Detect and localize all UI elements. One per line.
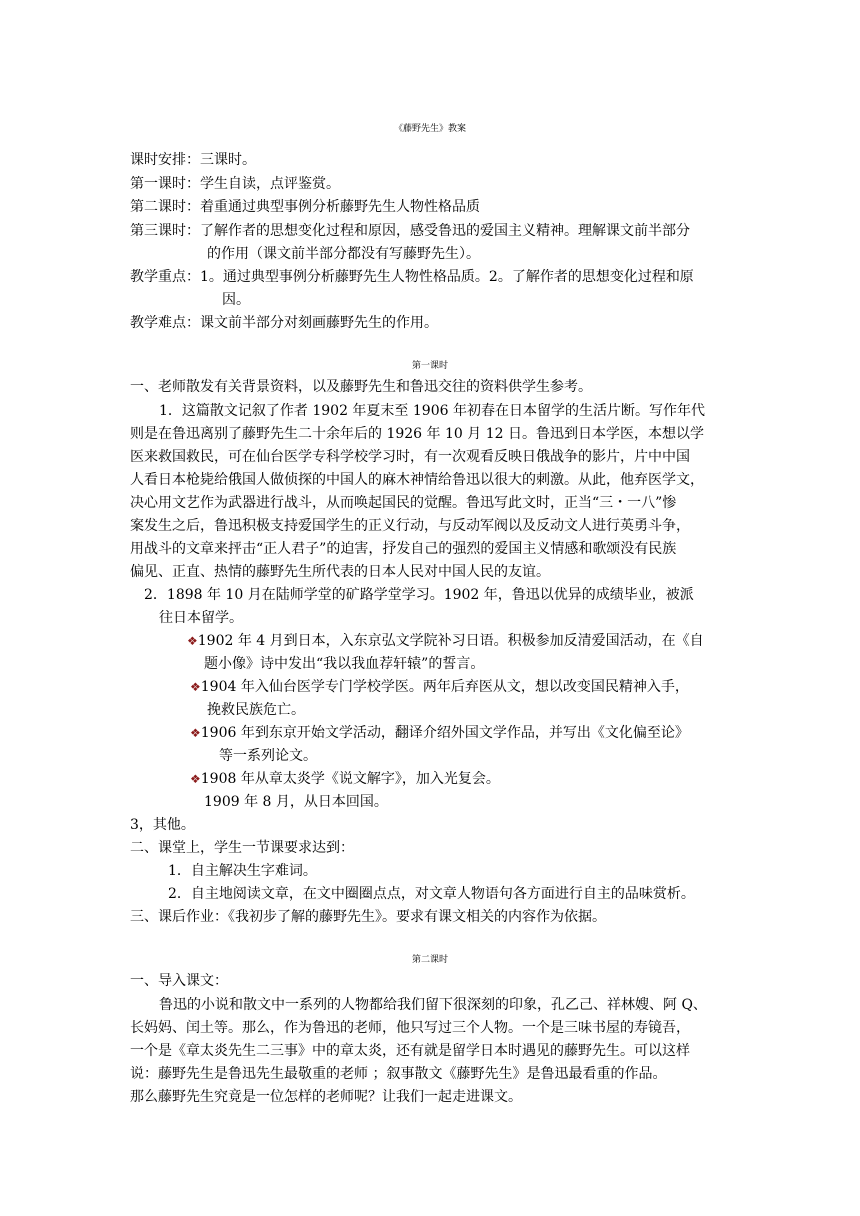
paragraph-line: 决心用文艺作为武器进行战斗，从而唤起国民的觉醒。鲁迅写此文时，正当“三・一八”惨 xyxy=(130,495,677,511)
bullet-continuation: 等一系列论文。 xyxy=(219,748,317,764)
paragraph-line: 用战斗的文章来抨击“正人君子”的迫害，抒发自己的强烈的爱国主义情感和歌颂没有民族 xyxy=(130,541,677,557)
list-item: 1．自主解决生字难词。 xyxy=(168,863,317,879)
paragraph-line: 3，其他。 xyxy=(130,817,195,833)
list-item: 2．自主地阅读文章，在文中圈圈点点，对文章人物语句各方面进行自主的品味赏析。 xyxy=(168,886,695,902)
bullet-continuation: 题小像》诗中发出“我以我血荐轩辕”的誓言。 xyxy=(204,656,485,672)
diamond-bullet-icon: ❖ xyxy=(190,726,201,740)
paragraph-line: 偏见、正直、热情的藤野先生所代表的日本人民对中国人民的友谊。 xyxy=(130,564,550,580)
paragraph-line: 2．1898 年 10 月在陆师学堂的矿路学堂学习。1902 年，鲁迅以优异的成绩毕业，被派 xyxy=(144,587,694,603)
bullet-item xyxy=(190,770,500,788)
overview-label: 课时安排： xyxy=(130,152,200,168)
bullet-item xyxy=(187,632,704,650)
bullet-continuation: 1909 年 8 月，从日本回国。 xyxy=(204,794,388,810)
paragraph-line: 则是在鲁迅离别了藤野先生二十余年后的 1926 年 10 月 12 日。鲁迅到日本学医，本想以学 xyxy=(130,426,704,442)
overview-line xyxy=(130,175,340,193)
overview-line xyxy=(130,198,480,216)
section-heading: 一、导入课文： xyxy=(130,973,228,989)
overview-label: 第二课时： xyxy=(130,199,200,215)
overview-line xyxy=(130,314,438,332)
overview-line xyxy=(130,268,694,286)
overview-text: 1。通过典型事例分析藤野先生人物性格品质。2。了解作者的思想变化过程和原 xyxy=(200,269,694,285)
overview-label: 教学重点： xyxy=(130,269,200,285)
diamond-bullet-icon: ❖ xyxy=(190,680,201,694)
overview-label: 第三课时： xyxy=(130,223,200,239)
overview-label: 教学难点： xyxy=(130,315,200,331)
paragraph-line: 那么藤野先生究竟是一位怎样的老师呢？让我们一起走进课文。 xyxy=(130,1089,522,1105)
bullet-text: 1902 年 4 月到日本，入东京弘文学院补习日语。积极参加反清爱国活动，在《自 xyxy=(197,633,704,649)
paragraph-line: 长妈妈、闰土等。那么，作为鲁迅的老师，他只写过三个人物。一个是三味书屋的寿镜吾， xyxy=(130,1020,690,1036)
lesson-heading: 第二课时 xyxy=(411,955,448,965)
bullet-text: 1908 年从章太炎学《说文解字》，加入光复会。 xyxy=(200,771,500,787)
diamond-bullet-icon: ❖ xyxy=(190,772,201,786)
bullet-continuation: 挽救民族危亡。 xyxy=(207,702,305,718)
overview-text: 三课时。 xyxy=(200,152,256,168)
overview-text: 学生自读，点评鉴赏。 xyxy=(200,176,340,192)
diamond-bullet-icon: ❖ xyxy=(187,634,198,648)
bullet-item xyxy=(190,724,689,742)
paragraph-line: 案发生之后，鲁迅积极支持爱国学生的正义行动，与反动军阀以及反动文人进行英勇斗争， xyxy=(130,518,690,534)
overview-text: 了解作者的思想变化过程和原因，感受鲁迅的爱国主义精神。理解课文前半部分 xyxy=(200,223,690,239)
paragraph-line: 往日本留学。 xyxy=(159,610,243,626)
bullet-text: 1906 年到东京开始文学活动，翻译介绍外国文学作品，并写出《文化偏至论》 xyxy=(200,725,689,741)
section-heading: 二、课堂上，学生一节课要求达到： xyxy=(130,840,354,856)
paragraph-line: 1．这篇散文记叙了作者 1902 年夏末至 1906 年初春在日本留学的生活片断。写作年代 xyxy=(159,403,705,419)
overview-continuation: 的作用（课文前半部分都没有写藤野先生）。 xyxy=(207,246,480,262)
bullet-item xyxy=(190,678,689,696)
overview-label: 第一课时： xyxy=(130,176,200,192)
overview-continuation: 因。 xyxy=(222,292,250,308)
overview-text: 着重通过典型事例分析藤野先生人物性格品质 xyxy=(200,199,480,215)
overview-line xyxy=(130,151,256,169)
lesson-heading: 第一课时 xyxy=(411,361,448,371)
section-heading: 三、课后作业：《我初步了解的藤野先生》。要求有课文相关的内容作为依据。 xyxy=(130,909,606,925)
paragraph-line: 人看日本枪毙给俄国人做侦探的中国人的麻木神情给鲁迅以很大的刺激。从此，他弃医学文， xyxy=(130,472,704,488)
section-heading: 一、老师散发有关背景资料，以及藤野先生和鲁迅交往的资料供学生参考。 xyxy=(130,379,592,395)
overview-text: 课文前半部分对刻画藤野先生的作用。 xyxy=(200,315,438,331)
paragraph-line: 说：藤野先生是鲁迅先生最敬重的老师 ；叙事散文《藤野先生》是鲁迅最看重的作品。 xyxy=(130,1066,667,1082)
paragraph-line: 一个是《章太炎先生二三事》中的章太炎，还有就是留学日本时遇见的藤野先生。可以这样 xyxy=(130,1043,690,1059)
document-title: 《藤野先生》教案 xyxy=(393,124,466,134)
overview-line xyxy=(130,222,690,240)
bullet-text: 1904 年入仙台医学专门学校学医。两年后弃医从文，想以改变国民精神入手， xyxy=(200,679,689,695)
paragraph-line: 鲁迅的小说和散文中一系列的人物都给我们留下很深刻的印象，孔乙己、祥林嫂、阿 Q、 xyxy=(159,997,707,1013)
paragraph-line: 医来救国救民，可在仙台医学专科学校学习时，有一次观看反映日俄战争的影片，片中中国 xyxy=(130,449,690,465)
